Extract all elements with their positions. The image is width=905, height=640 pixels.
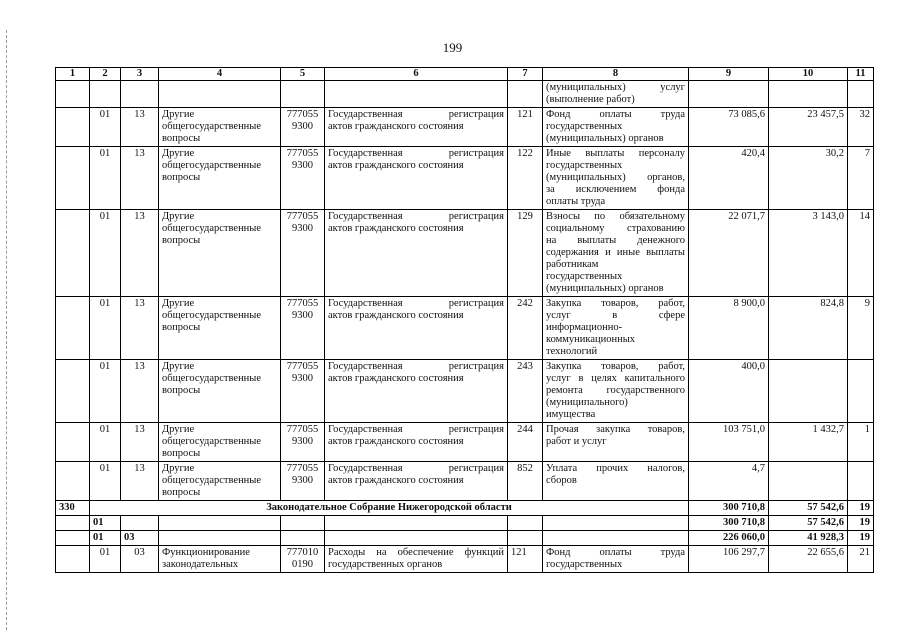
target-article-code: 777055 9300 xyxy=(281,297,325,360)
subsection-code: 13 xyxy=(121,210,159,297)
expense-type-code: 242 xyxy=(508,297,543,360)
amount-col9: 103 751,0 xyxy=(689,423,769,462)
row-code xyxy=(56,297,90,360)
budget-table xyxy=(55,67,874,573)
target-article-name xyxy=(325,297,508,360)
table-row xyxy=(56,462,874,501)
section-name: Другие общегосударственные вопросы xyxy=(159,360,281,423)
section-name: Другие общегосударственные вопросы xyxy=(159,462,281,501)
text-line: услуг в сфере xyxy=(546,310,685,321)
section-name xyxy=(159,546,281,573)
subsection-code: 13 xyxy=(121,462,159,501)
text-line: актов гражданского состояния xyxy=(328,223,464,234)
expense-type-code: 121 xyxy=(508,108,543,147)
target-article-name xyxy=(325,546,508,573)
section-code: 01 xyxy=(90,297,121,360)
text-line: (муниципальных) органов xyxy=(546,133,664,144)
text-line: оплаты труда xyxy=(546,196,606,207)
section-code: 01 xyxy=(90,210,121,297)
amount-col9: 73 085,6 xyxy=(689,108,769,147)
amount-col10: 824,8 xyxy=(769,297,848,360)
expense-type-code xyxy=(508,81,543,108)
subsection-code: 03 xyxy=(121,531,159,546)
target-article-code: 777055 9300 xyxy=(281,423,325,462)
section-code: 01 xyxy=(90,147,121,210)
department-title: Законодательное Собрание Нижегородской области xyxy=(90,501,689,516)
target-article-code: 777055 9300 xyxy=(281,108,325,147)
col-header: 3 xyxy=(121,68,159,81)
section-code: 01 xyxy=(90,360,121,423)
text-line: (муниципальных) органов xyxy=(546,283,664,294)
text-line: технологий xyxy=(546,346,598,357)
row-code xyxy=(56,462,90,501)
table-row xyxy=(56,297,874,360)
subsection-row xyxy=(56,531,874,546)
table-row xyxy=(56,210,874,297)
percent-col11: 21 xyxy=(848,546,874,573)
col-header: 5 xyxy=(281,68,325,81)
table-row xyxy=(56,147,874,210)
text-line: Государственная регистрация xyxy=(328,424,504,435)
text-line: актов гражданского состояния xyxy=(328,436,464,447)
amount-col9: 4,7 xyxy=(689,462,769,501)
text-line: ремонта государственного xyxy=(546,385,685,396)
percent-col11 xyxy=(848,462,874,501)
text-line: государственных xyxy=(546,121,623,132)
col-header: 7 xyxy=(508,68,543,81)
expense-type-name xyxy=(543,462,689,501)
row-code xyxy=(56,108,90,147)
text-line: сборов xyxy=(546,475,577,486)
text-line: информационно- xyxy=(546,322,623,333)
text-line: Прочая закупка товаров, xyxy=(546,424,685,435)
amount-col10: 3 143,0 xyxy=(769,210,848,297)
section-code xyxy=(90,81,121,108)
percent-col11: 32 xyxy=(848,108,874,147)
text-line: государственных xyxy=(546,559,623,570)
text-line: Закупка товаров, работ, xyxy=(546,361,685,372)
target-article-name xyxy=(325,462,508,501)
percent-col11: 19 xyxy=(848,516,874,531)
expense-type-name xyxy=(543,360,689,423)
row-code xyxy=(56,360,90,423)
section-name: Другие общегосударственные вопросы xyxy=(159,147,281,210)
text-line: законодательных xyxy=(162,559,239,570)
col-header: 11 xyxy=(848,68,874,81)
percent-col11 xyxy=(848,360,874,423)
amount-col10: 30,2 xyxy=(769,147,848,210)
section-row xyxy=(56,516,874,531)
subsection-code: 13 xyxy=(121,147,159,210)
percent-col11 xyxy=(848,81,874,108)
text-line: коммуникационных xyxy=(546,334,636,345)
text-line: (муниципальных) органов, xyxy=(546,172,685,183)
expense-type-code: 129 xyxy=(508,210,543,297)
text-line: Функционирование xyxy=(162,547,250,558)
col-header: 8 xyxy=(543,68,689,81)
percent-col11: 1 xyxy=(848,423,874,462)
text-line: Иные выплаты персоналу xyxy=(546,148,685,159)
text-line: услуг в целях капитального xyxy=(546,373,685,384)
percent-col11: 9 xyxy=(848,297,874,360)
section-code: 01 xyxy=(90,531,121,546)
scan-margin-marks xyxy=(6,30,8,630)
text-line: государственных органов xyxy=(328,559,443,570)
text-line: Государственная регистрация xyxy=(328,148,504,159)
target-article-name xyxy=(325,423,508,462)
percent-col11: 7 xyxy=(848,147,874,210)
section-code: 01 xyxy=(90,546,121,573)
text-line: содержания и иные выплаты xyxy=(546,247,685,258)
target-article-code: 777055 9300 xyxy=(281,360,325,423)
text-line: Закупка товаров, работ, xyxy=(546,298,685,309)
col-header: 9 xyxy=(689,68,769,81)
col-header: 6 xyxy=(325,68,508,81)
amount-col10 xyxy=(769,462,848,501)
expense-type-code: 122 xyxy=(508,147,543,210)
subsection-code: 13 xyxy=(121,108,159,147)
percent-col11: 19 xyxy=(848,501,874,516)
table-row xyxy=(56,108,874,147)
expense-type-code: 244 xyxy=(508,423,543,462)
subsection-code: 13 xyxy=(121,297,159,360)
subsection-code: 13 xyxy=(121,360,159,423)
amount-col9: 400,0 xyxy=(689,360,769,423)
text-line: актов гражданского состояния xyxy=(328,373,464,384)
subsection-code: 13 xyxy=(121,423,159,462)
target-article-code xyxy=(281,81,325,108)
text-line: Государственная регистрация xyxy=(328,463,504,474)
table-body xyxy=(56,81,874,501)
table-row xyxy=(56,360,874,423)
page-number: 199 xyxy=(442,40,463,55)
amount-col9: 22 071,7 xyxy=(689,210,769,297)
amount-col10: 22 655,6 xyxy=(769,546,848,573)
table-row xyxy=(56,423,874,462)
amount-col9: 226 060,0 xyxy=(689,531,769,546)
target-article-code: 777055 9300 xyxy=(281,147,325,210)
expense-type-code: 243 xyxy=(508,360,543,423)
subsection-code: 03 xyxy=(121,546,159,573)
header-row xyxy=(56,68,874,81)
text-line: государственных xyxy=(546,271,623,282)
text-line: актов гражданского состояния xyxy=(328,160,464,171)
target-article-code: 777055 9300 xyxy=(281,462,325,501)
amount-col9: 420,4 xyxy=(689,147,769,210)
col-header: 2 xyxy=(90,68,121,81)
subsection-code xyxy=(121,81,159,108)
text-line: Государственная регистрация xyxy=(328,298,504,309)
text-line: Государственная регистрация xyxy=(328,109,504,120)
dept-code: 330 xyxy=(56,501,90,516)
row-code xyxy=(56,210,90,297)
text-line: имущества xyxy=(546,409,596,420)
amount-col10: 1 432,7 xyxy=(769,423,848,462)
text-line: за исключением фонда xyxy=(546,184,685,195)
text-line: (муниципального) xyxy=(546,397,628,408)
section-code: 01 xyxy=(90,423,121,462)
text-line: (выполнение работ) xyxy=(546,94,635,105)
expense-type-name xyxy=(543,423,689,462)
text-line: Государственная регистрация xyxy=(328,211,504,222)
amount-col10: 23 457,5 xyxy=(769,108,848,147)
amount-col9: 300 710,8 xyxy=(689,501,769,516)
department-row xyxy=(56,501,874,516)
text-line: Фонд оплаты труда xyxy=(546,547,685,558)
amount-col10 xyxy=(769,81,848,108)
section-name: Другие общегосударственные вопросы xyxy=(159,210,281,297)
row-code xyxy=(56,147,90,210)
target-article-code: 777010 0190 xyxy=(281,546,325,573)
target-article-name xyxy=(325,147,508,210)
text-line: государственных xyxy=(546,160,623,171)
section-code: 01 xyxy=(90,516,121,531)
target-article-name xyxy=(325,360,508,423)
expense-type-code: 121 xyxy=(508,546,543,573)
summary-body xyxy=(56,501,874,573)
text-line: Взносы по обязательному xyxy=(546,211,685,222)
col-header: 4 xyxy=(159,68,281,81)
amount-col9: 106 297,7 xyxy=(689,546,769,573)
text-line: социальному страхованию xyxy=(546,223,685,234)
amount-col9 xyxy=(689,81,769,108)
section-name xyxy=(159,81,281,108)
expense-type-name xyxy=(543,210,689,297)
percent-col11: 14 xyxy=(848,210,874,297)
expense-type-code: 852 xyxy=(508,462,543,501)
expense-type-name xyxy=(543,546,689,573)
table-row xyxy=(56,546,874,573)
row-code xyxy=(56,423,90,462)
text-line: Государственная регистрация xyxy=(328,361,504,372)
text-line: актов гражданского состояния xyxy=(328,121,464,132)
text-line: работникам xyxy=(546,259,599,270)
col-header: 10 xyxy=(769,68,848,81)
text-line: на выплаты денежного xyxy=(546,235,685,246)
text-line: актов гражданского состояния xyxy=(328,475,464,486)
section-name: Другие общегосударственные вопросы xyxy=(159,108,281,147)
percent-col11: 19 xyxy=(848,531,874,546)
text-line: Расходы на обеспечение функций xyxy=(328,547,504,558)
section-name: Другие общегосударственные вопросы xyxy=(159,423,281,462)
section-name: Другие общегосударственные вопросы xyxy=(159,297,281,360)
text-line: Фонд оплаты труда xyxy=(546,109,685,120)
table-row xyxy=(56,81,874,108)
text-line: работ и услуг xyxy=(546,436,607,447)
target-article-name xyxy=(325,81,508,108)
expense-type-name xyxy=(543,108,689,147)
expense-type-name xyxy=(543,147,689,210)
expense-type-name xyxy=(543,81,689,108)
amount-col9: 8 900,0 xyxy=(689,297,769,360)
text-line: актов гражданского состояния xyxy=(328,310,464,321)
amount-col10: 57 542,6 xyxy=(769,516,848,531)
section-code: 01 xyxy=(90,108,121,147)
text-line: (муниципальных) услуг xyxy=(546,82,685,93)
target-article-name xyxy=(325,108,508,147)
expense-type-name xyxy=(543,297,689,360)
text-line: Уплата прочих налогов, xyxy=(546,463,685,474)
target-article-code: 777055 9300 xyxy=(281,210,325,297)
amount-col10: 57 542,6 xyxy=(769,501,848,516)
amount-col10: 41 928,3 xyxy=(769,531,848,546)
section-code: 01 xyxy=(90,462,121,501)
row-code xyxy=(56,81,90,108)
target-article-name xyxy=(325,210,508,297)
col-header: 1 xyxy=(56,68,90,81)
amount-col9: 300 710,8 xyxy=(689,516,769,531)
amount-col10 xyxy=(769,360,848,423)
